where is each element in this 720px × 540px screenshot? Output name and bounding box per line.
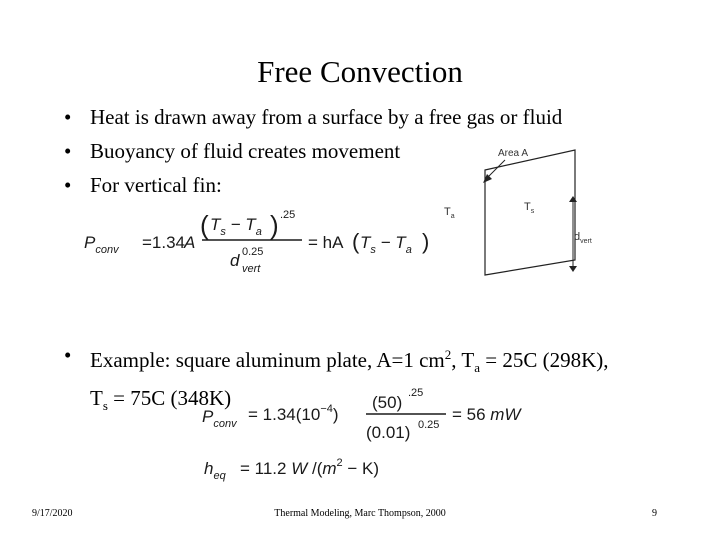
ts-label: $T_s$ [524,201,535,215]
bullet-symbol: • [64,105,72,129]
eq1-paren-close: ) [270,210,279,240]
eq2-denominator: (0.01) [366,423,411,442]
example-equation [196,380,556,448]
eq1-rhs-paren-close: ) [422,229,430,254]
area-label: Area A [498,148,529,159]
footer-credit: Thermal Modeling, Marc Thompson, 2000 [274,508,446,519]
height-label: $d_{vert}$ [574,231,592,245]
example-ts-sub: s [102,398,108,414]
bullet-item [64,100,562,134]
bullet-symbol: • [64,173,72,197]
eq1-exponent: .25 [280,209,296,221]
heq-equation [200,450,440,490]
example-line-1 [64,340,609,383]
bullet-symbol: • [64,139,72,163]
bullet-text: For vertical fin: [90,173,222,197]
eq2-result: = 56 mW [452,405,521,424]
area-arrowhead [483,174,492,183]
example-prefix: Example: square aluminum plate, A=1 cm [90,348,445,372]
bullet-text: Heat is drawn away from a surface by a free gas or fluid [90,105,563,129]
fin-diagram [440,140,620,280]
footer-date: 9/17/2020 [32,508,73,519]
bullet-text: Buoyancy of fluid creates movement [90,139,401,163]
eq3-h: $h_{eq}$ [204,459,226,482]
eq2-numerator-exp: .25 [408,387,424,399]
example-ta-value: = 25C (298K), [480,348,609,372]
convection-equation [80,200,440,280]
bullet-symbol: • [64,343,72,367]
ta-label: $T_a$ [444,206,455,220]
eq1-denominator-sub: vert [242,263,261,275]
eq1-rhs-paren-open: ( [352,229,360,254]
eq2-lhs: = $1.34(10^{-4})$ [248,403,339,424]
slide-title: Free Convection [257,54,463,89]
eq1-rhs-lead: = hA [308,233,344,252]
eq2-p: $P_{conv}$ [202,407,237,430]
eq2-numerator: (50) [372,393,403,412]
height-arrow-bottom [569,266,577,272]
example-area-exp: 2 [444,347,452,362]
example-ts: T [90,386,103,411]
eq1-paren-open: ( [200,210,209,240]
eq1-denominator: d [230,251,240,270]
eq1-denominator-exp: 0.25 [242,246,264,258]
eq1-rhs-body: $T_s - T_a$ [360,233,412,256]
eq1-p: $P_{conv}$ [84,233,119,256]
eq3-body: = 11.2 W $/(m^2 - K)$ [240,457,380,478]
example-ta: , T [451,348,475,372]
example-ts-value: = 75C (348K) [107,386,232,411]
eq1-coef: =1.34 [142,233,186,252]
eq1-numerator: $T_s - T_a$ [210,215,262,238]
eq1-a: A [184,233,196,252]
example-ta-sub: a [474,360,480,376]
eq2-denominator-exp: 0.25 [418,419,440,431]
footer-page-number: 9 [652,508,657,519]
height-arrow-top [569,196,577,202]
